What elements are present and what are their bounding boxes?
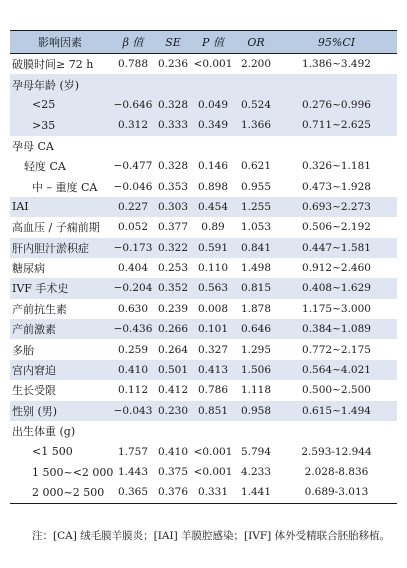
table-row <box>10 319 397 339</box>
cell-beta: 1.757 <box>117 445 149 458</box>
table-header-row <box>10 31 397 54</box>
cell-ci: 0.615~1.494 <box>302 404 371 417</box>
table-row <box>10 401 397 421</box>
cell-beta: 0.404 <box>117 262 149 275</box>
cell-ci: 0.693~2.273 <box>302 200 371 213</box>
cell-or <box>236 421 276 441</box>
table-row <box>10 299 397 319</box>
cell-se: 0.328 <box>157 160 189 173</box>
cell-p: 0.786 <box>197 384 229 397</box>
cell-se: 0.266 <box>157 323 189 336</box>
row-label: 糖尿病 <box>12 262 45 276</box>
cell-p: 0.898 <box>197 180 229 193</box>
cell-ci: 0.506~2.192 <box>302 221 371 234</box>
table-row <box>10 441 397 461</box>
row-label: 孕母 CA <box>12 139 54 153</box>
cell-se: 0.376 <box>156 482 190 503</box>
cell-or: 1.053 <box>240 221 272 234</box>
cell-beta: −0.204 <box>113 282 153 295</box>
row-label: 肝内胆汁淤积症 <box>12 241 89 255</box>
cell-beta: −0.646 <box>113 98 153 111</box>
cell-beta: −0.477 <box>113 160 153 173</box>
cell-p <box>190 136 236 156</box>
cell-p: 0.413 <box>197 364 229 377</box>
regression-table <box>10 30 397 504</box>
cell-se: 0.410 <box>157 445 189 458</box>
table-row <box>10 360 397 380</box>
cell-beta: 0.312 <box>117 119 149 132</box>
cell-p: 0.327 <box>197 343 229 356</box>
cell-ci: 0.689-3.013 <box>276 482 397 503</box>
cell-se: 0.236 <box>157 58 189 71</box>
cell-beta: −0.046 <box>113 180 153 193</box>
row-label: 多胎 <box>12 343 34 357</box>
cell-se: 0.501 <box>157 364 189 377</box>
cell-ci: 2.593-12.944 <box>301 445 372 458</box>
row-label: 1 500~<2 000 <box>32 465 114 479</box>
cell-or <box>236 136 276 156</box>
row-label: 中 – 重度 CA <box>32 180 98 194</box>
table-row <box>10 217 397 237</box>
cell-ci <box>276 136 397 156</box>
cell-p: 0.851 <box>197 404 229 417</box>
cell-se: 0.352 <box>157 282 189 295</box>
cell-beta: 0.112 <box>117 384 149 397</box>
row-label: <25 <box>32 98 56 112</box>
cell-or: 4.233 <box>240 466 272 478</box>
cell-se <box>156 136 190 156</box>
cell-or: 5.794 <box>240 445 272 458</box>
cell-ci <box>276 421 397 441</box>
cell-p: 0.349 <box>197 119 229 132</box>
cell-or: 1.118 <box>240 384 272 397</box>
table-row <box>10 482 397 503</box>
cell-se: 0.322 <box>157 241 189 254</box>
table-row <box>10 176 397 196</box>
table-row <box>10 95 397 115</box>
header-factor: 影响因素 <box>10 31 110 54</box>
table-footnote: 注：[CA] 绒毛膜羊膜炎；[IAI] 羊膜腔感染；[IVF] 体外受精联合胚胎移植。 <box>32 530 391 542</box>
row-label: 2 000~2 500 <box>10 482 110 503</box>
cell-se: 0.333 <box>157 119 189 132</box>
cell-beta: 0.630 <box>117 302 149 315</box>
table-row <box>10 462 397 482</box>
row-label: >35 <box>32 118 56 132</box>
cell-beta: −0.436 <box>113 323 153 336</box>
row-label: 高血压 / 子痫前期 <box>12 221 100 235</box>
cell-ci: 0.912~2.460 <box>302 262 371 275</box>
cell-p: 0.89 <box>201 221 225 234</box>
row-label: 宫内窘迫 <box>12 364 56 378</box>
cell-ci: 1.386~3.492 <box>302 58 371 71</box>
cell-ci: 1.175~3.000 <box>302 302 371 315</box>
header-ci: 95%CI <box>276 31 397 54</box>
table-row <box>10 74 397 94</box>
cell-p: 0.049 <box>197 98 229 111</box>
cell-p: <0.001 <box>193 466 233 478</box>
header-beta: β 值 <box>110 31 156 54</box>
cell-ci: 0.384~1.089 <box>302 323 371 336</box>
row-label: 生长受限 <box>12 384 56 398</box>
cell-se <box>156 74 190 94</box>
cell-beta <box>110 421 156 441</box>
cell-ci <box>276 74 397 94</box>
header-se: SE <box>156 31 190 54</box>
row-label: IVF 手术史 <box>12 282 69 296</box>
cell-beta: 1.443 <box>117 466 149 478</box>
cell-se: 0.328 <box>157 98 189 111</box>
row-label: <1 500 <box>32 445 73 459</box>
cell-se: 0.239 <box>157 302 189 315</box>
cell-beta: −0.043 <box>113 404 153 417</box>
cell-or: 0.841 <box>240 241 272 254</box>
cell-se <box>156 421 190 441</box>
header-p: P 值 <box>190 31 236 54</box>
cell-or: 0.621 <box>240 160 272 173</box>
cell-p: 0.331 <box>190 482 236 503</box>
cell-ci: 0.500~2.500 <box>302 384 371 397</box>
cell-ci: 2.028-8.836 <box>304 466 369 478</box>
cell-ci: 0.408~1.629 <box>302 282 371 295</box>
cell-ci: 0.276~0.996 <box>302 98 371 111</box>
cell-beta: 0.410 <box>117 364 149 377</box>
cell-p <box>190 74 236 94</box>
cell-se: 0.377 <box>157 221 189 234</box>
row-label: 性别 (男) <box>12 404 58 418</box>
cell-se: 0.303 <box>157 200 189 213</box>
table-row <box>10 156 397 176</box>
cell-beta: 0.365 <box>110 482 156 503</box>
row-label: 产前抗生素 <box>12 302 67 316</box>
cell-beta: 0.259 <box>117 343 149 356</box>
cell-or: 0.524 <box>240 98 272 111</box>
table-row <box>10 238 397 258</box>
cell-p: 0.454 <box>197 200 229 213</box>
cell-se: 0.264 <box>157 343 189 356</box>
table-row <box>10 136 397 156</box>
cell-or: 2.200 <box>240 58 272 71</box>
table-row <box>10 197 397 217</box>
cell-se: 0.353 <box>157 180 189 193</box>
cell-p: 0.110 <box>197 262 229 275</box>
cell-beta: 0.788 <box>117 58 149 71</box>
cell-or <box>236 74 276 94</box>
table-row <box>10 339 397 359</box>
cell-or: 0.646 <box>240 323 272 336</box>
cell-or: 0.815 <box>240 282 272 295</box>
row-label: 出生体重 (g) <box>12 425 76 439</box>
row-label: 破膜时间≥ 72 h <box>12 58 94 72</box>
cell-ci: 0.447~1.581 <box>302 241 371 254</box>
cell-or: 1.498 <box>240 262 272 275</box>
cell-beta <box>110 136 156 156</box>
cell-p: 0.101 <box>197 323 229 336</box>
cell-se: 0.253 <box>157 262 189 275</box>
cell-p <box>190 421 236 441</box>
cell-se: 0.375 <box>157 466 189 478</box>
row-label: IAI <box>12 200 29 214</box>
cell-ci: 0.473~1.928 <box>302 180 371 193</box>
cell-p: 0.563 <box>197 282 229 295</box>
row-label: 孕母年龄 (岁) <box>12 78 80 92</box>
cell-beta: 0.227 <box>117 200 149 213</box>
cell-or: 0.958 <box>240 404 272 417</box>
cell-or: 1.366 <box>240 119 272 132</box>
cell-beta: −0.173 <box>113 241 153 254</box>
cell-or: 1.878 <box>240 302 272 315</box>
cell-or: 1.255 <box>240 200 272 213</box>
cell-p: 0.008 <box>197 302 229 315</box>
cell-p: 0.591 <box>197 241 229 254</box>
cell-or: 1.506 <box>240 364 272 377</box>
cell-beta: 0.052 <box>117 221 149 234</box>
table-row <box>10 115 397 135</box>
cell-or: 0.955 <box>240 180 272 193</box>
cell-beta <box>110 74 156 94</box>
cell-p: 0.146 <box>197 160 229 173</box>
row-label: 轻度 CA <box>24 160 66 174</box>
cell-ci: 0.711~2.625 <box>302 119 371 132</box>
header-or: OR <box>236 31 276 54</box>
cell-or: 1.295 <box>240 343 272 356</box>
table-row <box>10 258 397 278</box>
table-row <box>10 278 397 298</box>
regression-table-container <box>10 30 397 504</box>
cell-ci: 0.564~4.021 <box>302 364 371 377</box>
cell-or: 1.441 <box>236 482 276 503</box>
table-body <box>10 54 397 504</box>
cell-se: 0.412 <box>157 384 189 397</box>
cell-ci: 0.326~1.181 <box>302 160 371 173</box>
table-row <box>10 54 397 75</box>
cell-p: <0.001 <box>193 445 233 458</box>
table-row <box>10 421 397 441</box>
table-row <box>10 380 397 400</box>
cell-ci: 0.772~2.175 <box>302 343 371 356</box>
row-label: 产前激素 <box>12 323 56 337</box>
cell-p: <0.001 <box>193 58 233 71</box>
cell-se: 0.230 <box>157 404 189 417</box>
